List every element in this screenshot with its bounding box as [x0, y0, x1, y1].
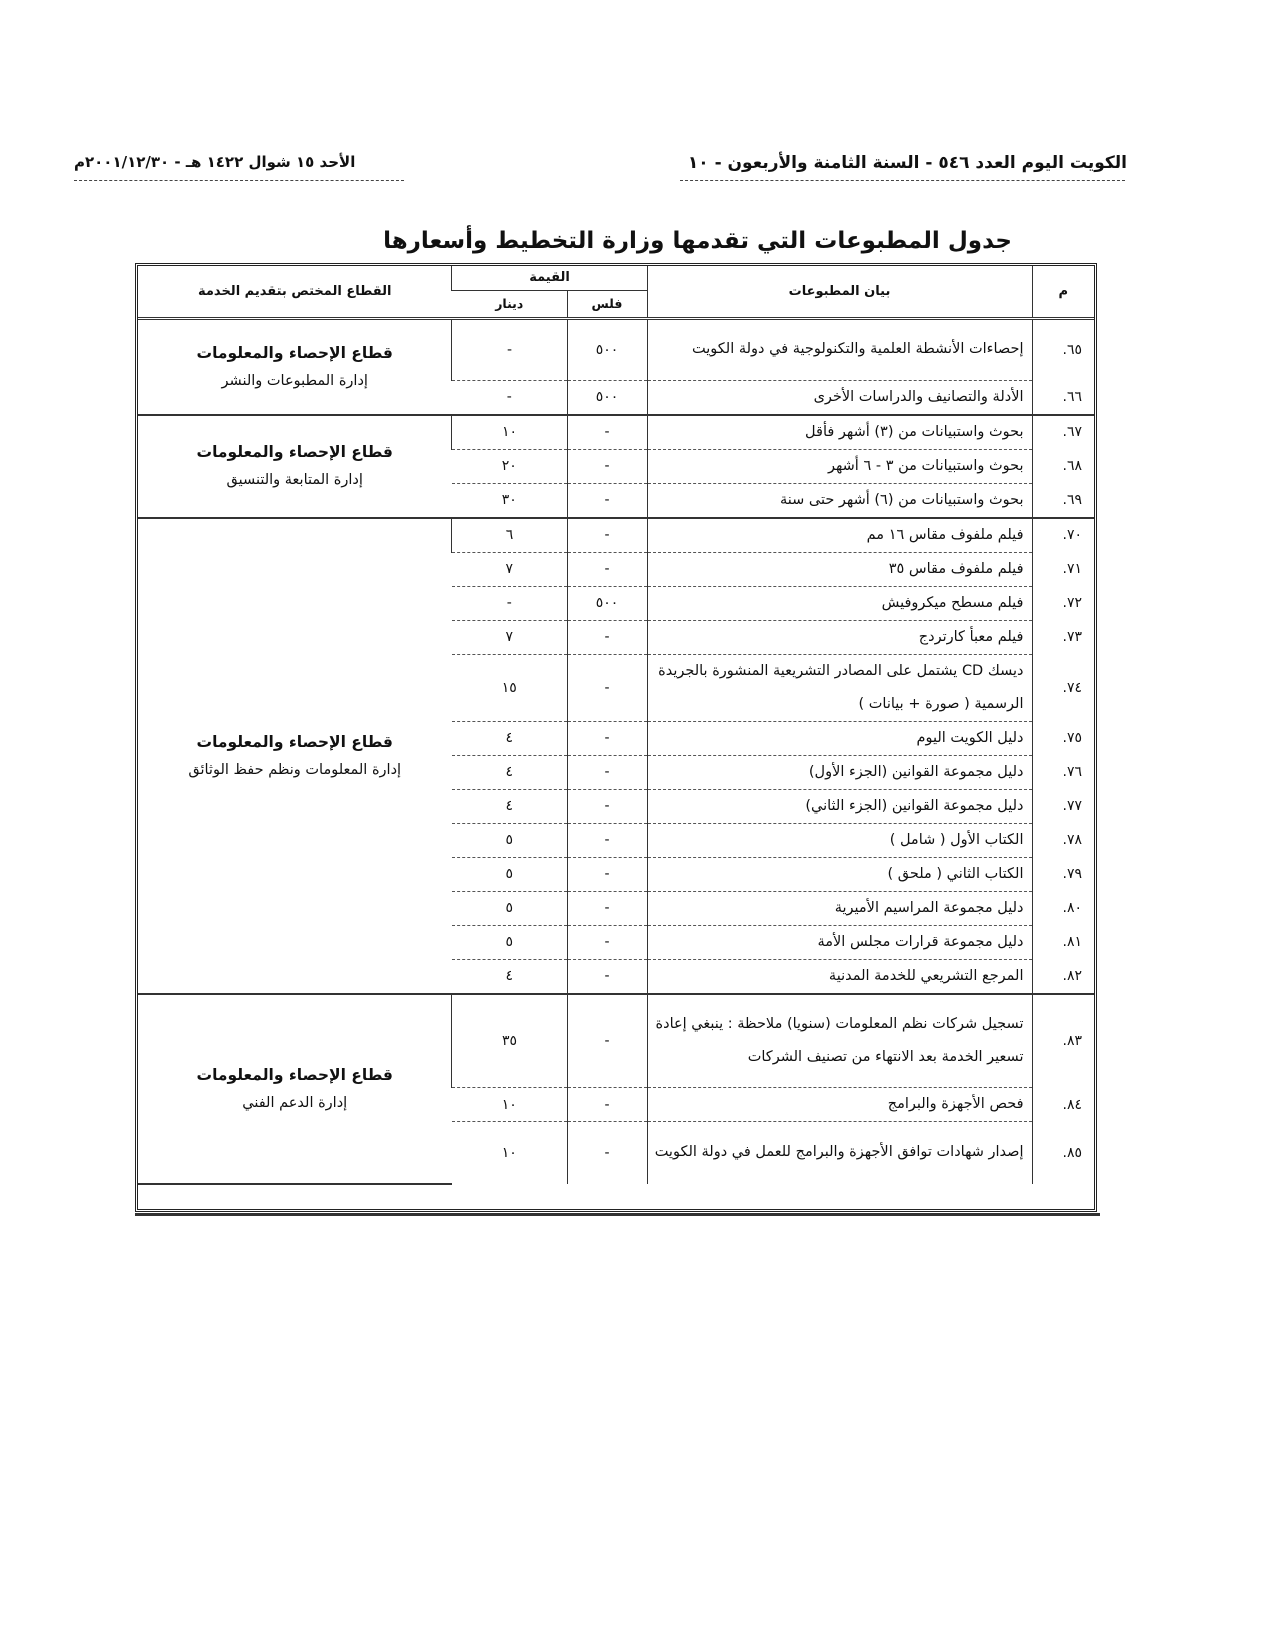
item-fils: ٥٠٠ — [567, 318, 647, 380]
item-number: ٨٢. — [1032, 959, 1094, 994]
item-number: ٨١. — [1032, 925, 1094, 959]
item-dinar: ١٥ — [452, 654, 567, 721]
item-description: الكتاب الثاني ( ملحق ) — [647, 857, 1032, 891]
item-dinar: ٦ — [452, 518, 567, 553]
item-description: فحص الأجهزة والبرامج — [647, 1088, 1032, 1122]
item-fils: - — [567, 891, 647, 925]
table-row — [138, 415, 1094, 450]
sector-department: إدارة الدعم الفني — [242, 1094, 348, 1111]
item-description: بحوث واستبيانات من (٣) أشهر فأقل — [647, 415, 1032, 450]
item-description: إصدار شهادات توافق الأجهزة والبرامج للعمل في دولة الكويت — [647, 1122, 1032, 1184]
item-description: دليل مجموعة القوانين (الجزء الأول) — [647, 755, 1032, 789]
item-number: ٧١. — [1032, 552, 1094, 586]
column-header-sector: القطاع المختص بتقديم الخدمة — [138, 266, 452, 318]
item-fils: ٥٠٠ — [567, 586, 647, 620]
item-fils: - — [567, 483, 647, 518]
column-header-fils: فلس — [567, 290, 647, 318]
item-dinar: ٥ — [452, 857, 567, 891]
item-description: إحصاءات الأنشطة العلمية والتكنولوجية في دولة الكويت — [647, 318, 1032, 380]
item-number: ٦٨. — [1032, 449, 1094, 483]
sector-main: قطاع الإحصاء والمعلومات — [196, 443, 393, 461]
item-description: تسجيل شركات نظم المعلومات (سنويا) ملاحظة : ينبغي إعادة تسعير الخدمة بعد الانتهاء من تصنيف الشركات — [647, 994, 1032, 1088]
sector-department: إدارة المتابعة والتنسيق — [226, 472, 363, 488]
item-number: ٧٣. — [1032, 620, 1094, 654]
header-divider-right — [680, 180, 1125, 181]
item-dinar: ٤ — [452, 755, 567, 789]
item-fils: - — [567, 721, 647, 755]
table-row — [138, 994, 1094, 1088]
item-dinar: ٤ — [452, 721, 567, 755]
header-divider-left — [74, 180, 404, 181]
gazette-header-issue: الكويت اليوم العدد ٥٤٦ - السنة الثامنة والأربعون - ١٠ — [687, 153, 1127, 173]
item-fils: - — [567, 1088, 647, 1122]
sector-cell — [138, 415, 452, 518]
item-dinar: ٥ — [452, 823, 567, 857]
item-description: الأدلة والتصانيف والدراسات الأخرى — [647, 380, 1032, 415]
sector-cell — [138, 994, 452, 1184]
item-dinar: ٣٠ — [452, 483, 567, 518]
item-number: ٧٧. — [1032, 789, 1094, 823]
page-title: جدول المطبوعات التي تقدمها وزارة التخطيط وأسعارها — [383, 228, 1012, 254]
column-header-dinar: دينار — [452, 290, 567, 318]
item-description: فيلم معبأ كارتردج — [647, 620, 1032, 654]
item-dinar: ٧ — [452, 552, 567, 586]
item-fils: - — [567, 552, 647, 586]
item-number: ٧٢. — [1032, 586, 1094, 620]
item-fils: - — [567, 654, 647, 721]
item-fils: - — [567, 449, 647, 483]
item-description: دليل مجموعة المراسيم الأميرية — [647, 891, 1032, 925]
item-dinar: - — [452, 318, 567, 380]
item-description: بحوث واستبيانات من ٣ - ٦ أشهر — [647, 449, 1032, 483]
sector-cell — [138, 318, 452, 415]
item-dinar: ٤ — [452, 789, 567, 823]
item-fils: ٥٠٠ — [567, 380, 647, 415]
item-number: ٦٥. — [1032, 318, 1094, 380]
gazette-header-date: الأحد ١٥ شوال ١٤٢٢ هـ - ٢٠٠١/١٢/٣٠م — [74, 153, 356, 171]
item-dinar: ٤ — [452, 959, 567, 994]
item-number: ٧٩. — [1032, 857, 1094, 891]
item-fils: - — [567, 620, 647, 654]
column-header-num: م — [1032, 266, 1094, 318]
item-description: فيلم مسطح ميكروفيش — [647, 586, 1032, 620]
item-description: دليل مجموعة القوانين (الجزء الثاني) — [647, 789, 1032, 823]
item-number: ٧٦. — [1032, 755, 1094, 789]
item-fils: - — [567, 415, 647, 450]
item-number: ٦٦. — [1032, 380, 1094, 415]
sector-department: إدارة المعلومات ونظم حفظ الوثائق — [188, 761, 402, 778]
item-dinar: ٥ — [452, 925, 567, 959]
item-dinar: - — [452, 586, 567, 620]
item-description: المرجع التشريعي للخدمة المدنية — [647, 959, 1032, 994]
item-description: الكتاب الأول ( شامل ) — [647, 823, 1032, 857]
item-dinar: ١٠ — [452, 415, 567, 450]
item-dinar: ١٠ — [452, 1088, 567, 1122]
item-fils: - — [567, 518, 647, 553]
item-description: ديسك CD يشتمل على المصادر التشريعية المنشورة بالجريدة الرسمية ( صورة + بيانات ) — [647, 654, 1032, 721]
item-dinar: ٧ — [452, 620, 567, 654]
item-number: ٨٥. — [1032, 1122, 1094, 1184]
item-dinar: ٥ — [452, 891, 567, 925]
item-description: دليل الكويت اليوم — [647, 721, 1032, 755]
item-number: ٨٤. — [1032, 1088, 1094, 1122]
item-dinar: ٢٠ — [452, 449, 567, 483]
item-dinar: ١٠ — [501, 1144, 517, 1161]
item-number: ٨٣. — [1032, 994, 1094, 1088]
sector-cell — [138, 518, 452, 994]
item-fils: - — [567, 823, 647, 857]
publications-table-frame — [135, 263, 1097, 1212]
item-fils: - — [567, 994, 647, 1088]
item-description: فيلم ملفوف مقاس ١٦ مم — [647, 518, 1032, 553]
item-fils: - — [567, 959, 647, 994]
table-body — [138, 318, 1094, 1184]
item-number: ٧٥. — [1032, 721, 1094, 755]
column-header-description: بيان المطبوعات — [647, 266, 1032, 318]
item-fils: - — [567, 857, 647, 891]
item-fils: - — [567, 755, 647, 789]
item-number: ٧٤. — [1032, 654, 1094, 721]
item-description: بحوث واستبيانات من (٦) أشهر حتى سنة — [647, 483, 1032, 518]
item-description: دليل مجموعة قرارات مجلس الأمة — [647, 925, 1032, 959]
item-fils: - — [567, 925, 647, 959]
item-description: فيلم ملفوف مقاس ٣٥ — [647, 552, 1032, 586]
item-number: ٦٧. — [1032, 415, 1094, 450]
item-fils: - — [567, 1122, 647, 1184]
item-number: ٧٨. — [1032, 823, 1094, 857]
column-header-value: القيمة — [452, 266, 647, 290]
sector-department: إدارة المطبوعات والنشر — [221, 372, 368, 389]
sector-main: قطاع الإحصاء والمعلومات — [196, 1065, 393, 1084]
item-number: ٧٠. — [1032, 518, 1094, 553]
item-dinar: ٣٥ — [452, 994, 567, 1088]
table-row — [138, 318, 1094, 380]
publications-table — [138, 266, 1094, 1185]
item-fils: - — [567, 789, 647, 823]
item-number: ٦٩. — [1032, 483, 1094, 518]
item-dinar: - — [452, 380, 567, 415]
sector-main: قطاع الإحصاء والمعلومات — [196, 343, 393, 362]
sector-main: قطاع الإحصاء والمعلومات — [196, 732, 393, 751]
table-row — [138, 518, 1094, 553]
item-number: ٨٠. — [1032, 891, 1094, 925]
